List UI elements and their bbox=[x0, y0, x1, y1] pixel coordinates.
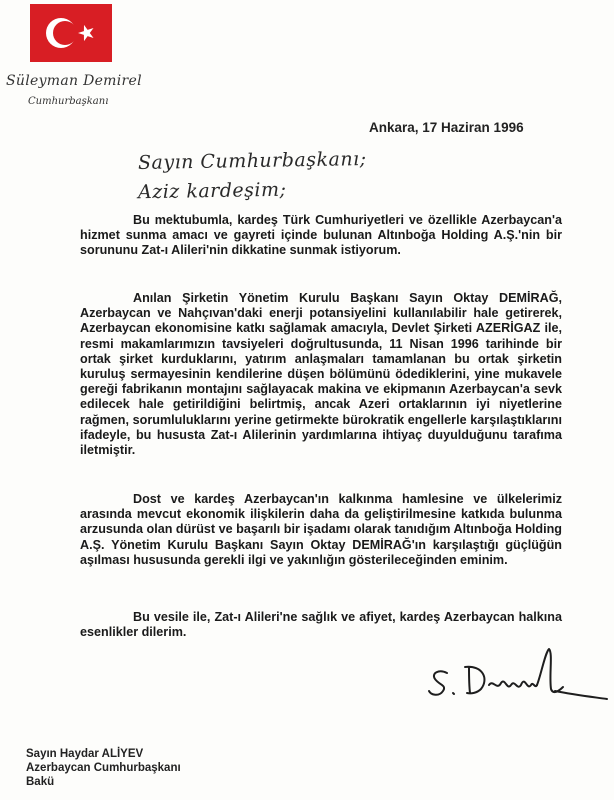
body-paragraph-2: Anılan Şirketin Yönetim Kurulu Başkanı Sayın Oktay DEMİRAĞ, Azerbaycan ve Nahçıvan'daki enerji potansiyelini kullanılabilir hale getirerek, Azerbaycan ekonomisine katkı sağlamak amacıyla, Devlet Şirketi AZERİGAZ ile, resmi makamlarımızın tavsiyeleri doğrultusunda, 11 Nisan 1996 tarihinde bir ortak şirket kurduklarını, yatırım anlaşmaları tamamlanan bu ortak şirketin kuruluş sermayesinin kendilerine düşen bölümünü ödediklerini, yine mukavele gereği fabrikanın montajını sağlayacak makina ve ekipmanın Azerbaycan'a sevk edilecek hale getirildiğini belirtmiş, ancak Azeri ortaklarının iyi niyetlerine rağmen, sorumluluklarını yerine getirmekte bürokratik engellerle karşılaştıklarını ifadeyle, bu hususta Zat-ı Alilerinin yardımlarına ihtiyaç duyulduğunu tarafıma iletmiştir. bbox=[80, 291, 562, 458]
sender-title: Cumhurbaşkanı bbox=[28, 96, 109, 107]
recipient-name: Sayın Haydar ALİYEV bbox=[26, 748, 144, 760]
turkish-flag-icon bbox=[30, 4, 112, 62]
salutation-line-1: Sayın Cumhurbaşkanı; bbox=[137, 148, 367, 174]
body-paragraph-1: Bu mektubumla, kardeş Türk Cumhuriyetleri ve özellikle Azerbaycan'a hizmet sunma amacı ve gayreti içinde bulunan Altınboğa Holding A.Ş.'nin bir sorununu Zat-ı Alileri'nin dikkatine sunmak istiyorum. bbox=[80, 213, 562, 258]
handwritten-signature bbox=[425, 645, 610, 710]
recipient-city: Bakü bbox=[26, 776, 55, 788]
body-paragraph-3: Dost ve kardeş Azerbaycan'ın kalkınma hamlesine ve ülkelerimiz arasında mevcut ekonomik ilişkilerin daha da geliştirilmesine katkıda bulunma arzusunda olan dürüst ve başarılı bir işadamı olarak tanıdığım Altınboğa Holding A.Ş. Yönetim Kurulu Başkanı Sayın Oktay DEMİRAĞ'ın karşılaştığı güçlüğün aşılması hususunda gerekli ilgi ve yakınlığın gösterileceğinden eminim. bbox=[80, 492, 562, 567]
body-paragraph-4: Bu vesile ile, Zat-ı Alileri'ne sağlık ve afiyet, kardeş Azerbaycan halkına esenlikler dilerim. bbox=[80, 610, 562, 640]
recipient-title: Azerbaycan Cumhurbaşkanı bbox=[26, 762, 181, 774]
sender-name: Süleyman Demirel bbox=[6, 73, 142, 89]
salutation-line-2: Aziz kardeşim; bbox=[137, 178, 287, 204]
letter-date: Ankara, 17 Haziran 1996 bbox=[369, 120, 524, 135]
recipient-address bbox=[26, 747, 181, 789]
